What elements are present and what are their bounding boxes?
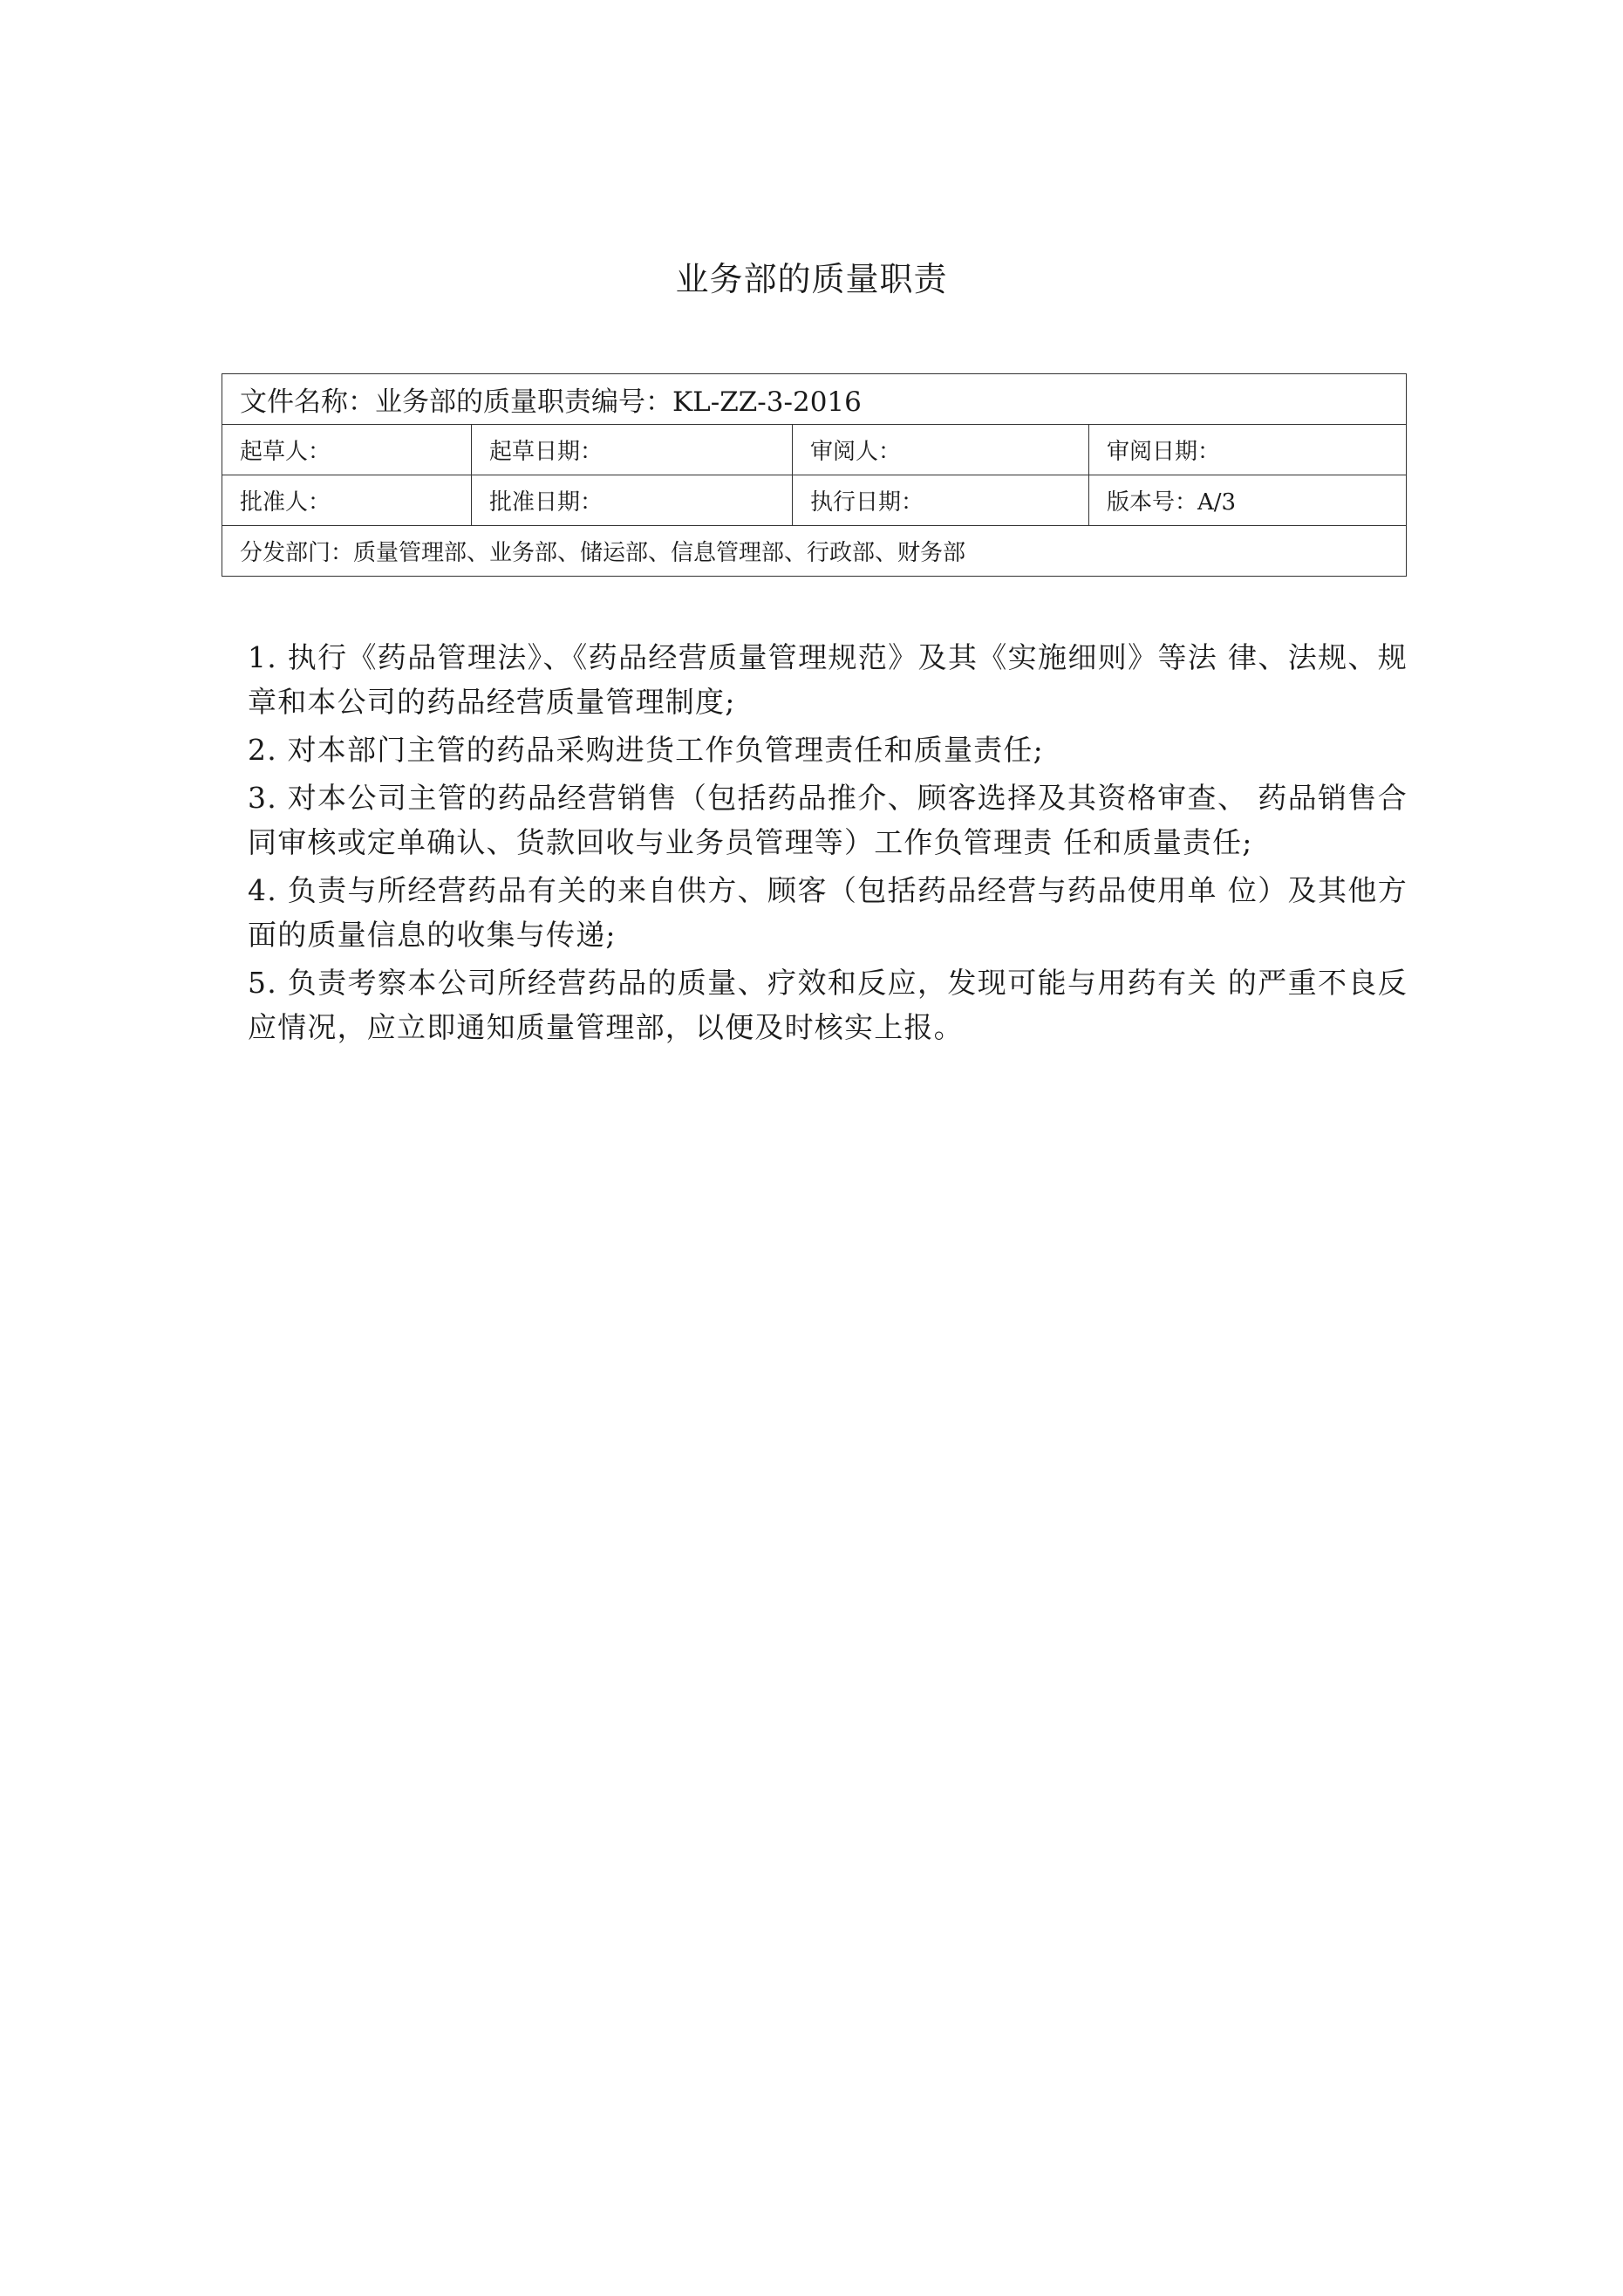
draft-review-row — [222, 425, 1407, 475]
distribution-row — [222, 526, 1407, 577]
file-name-row — [222, 374, 1407, 425]
distribution-cell: 分发部门：质量管理部、业务部、储运部、信息管理部、行政部、财务部 — [222, 526, 1407, 577]
responsibility-item-4: 4. 负责与所经营药品有关的来自供方、顾客（包括药品经营与药品使用单 位）及其他方面的质量信息的收集与传递; — [248, 873, 1408, 952]
approver-cell: 批准人： — [222, 475, 472, 526]
document-info-table — [222, 373, 1407, 577]
approve-date-cell: 批准日期： — [472, 475, 793, 526]
responsibility-item-1: 1. 执行《药品管理法》、《药品经营质量管理规范》及其《实施细则》等法 律、法规、规章和本公司的药品经营质量管理制度; — [248, 640, 1408, 719]
responsibility-item-3: 3. 对本公司主管的药品经营销售（包括药品推介、顾客选择及其资格审查、 药品销售合同审核或定单确认、货款回收与业务员管理等）工作负管理责 任和质量责任; — [248, 781, 1408, 859]
responsibilities-list — [248, 635, 1408, 1053]
responsibility-item-2: 2. 对本部门主管的药品采购进货工作负管理责任和质量责任; — [248, 733, 1044, 767]
execute-date-cell: 执行日期： — [793, 475, 1089, 526]
version-cell: 版本号：A/3 — [1089, 475, 1407, 526]
drafter-cell: 起草人： — [222, 425, 472, 475]
file-name-cell: 文件名称：业务部的质量职责编号：KL-ZZ-3-2016 — [222, 374, 1407, 425]
page-title: 业务部的质量职责 — [675, 260, 948, 298]
approve-execute-row — [222, 475, 1407, 526]
reviewer-cell: 审阅人： — [793, 425, 1089, 475]
responsibility-item-5: 5. 负责考察本公司所经营药品的质量、疗效和反应，发现可能与用药有关 的严重不良反应情况，应立即通知质量管理部，以便及时核实上报。 — [248, 966, 1408, 1044]
draft-date-cell: 起草日期： — [472, 425, 793, 475]
review-date-cell: 审阅日期： — [1089, 425, 1407, 475]
